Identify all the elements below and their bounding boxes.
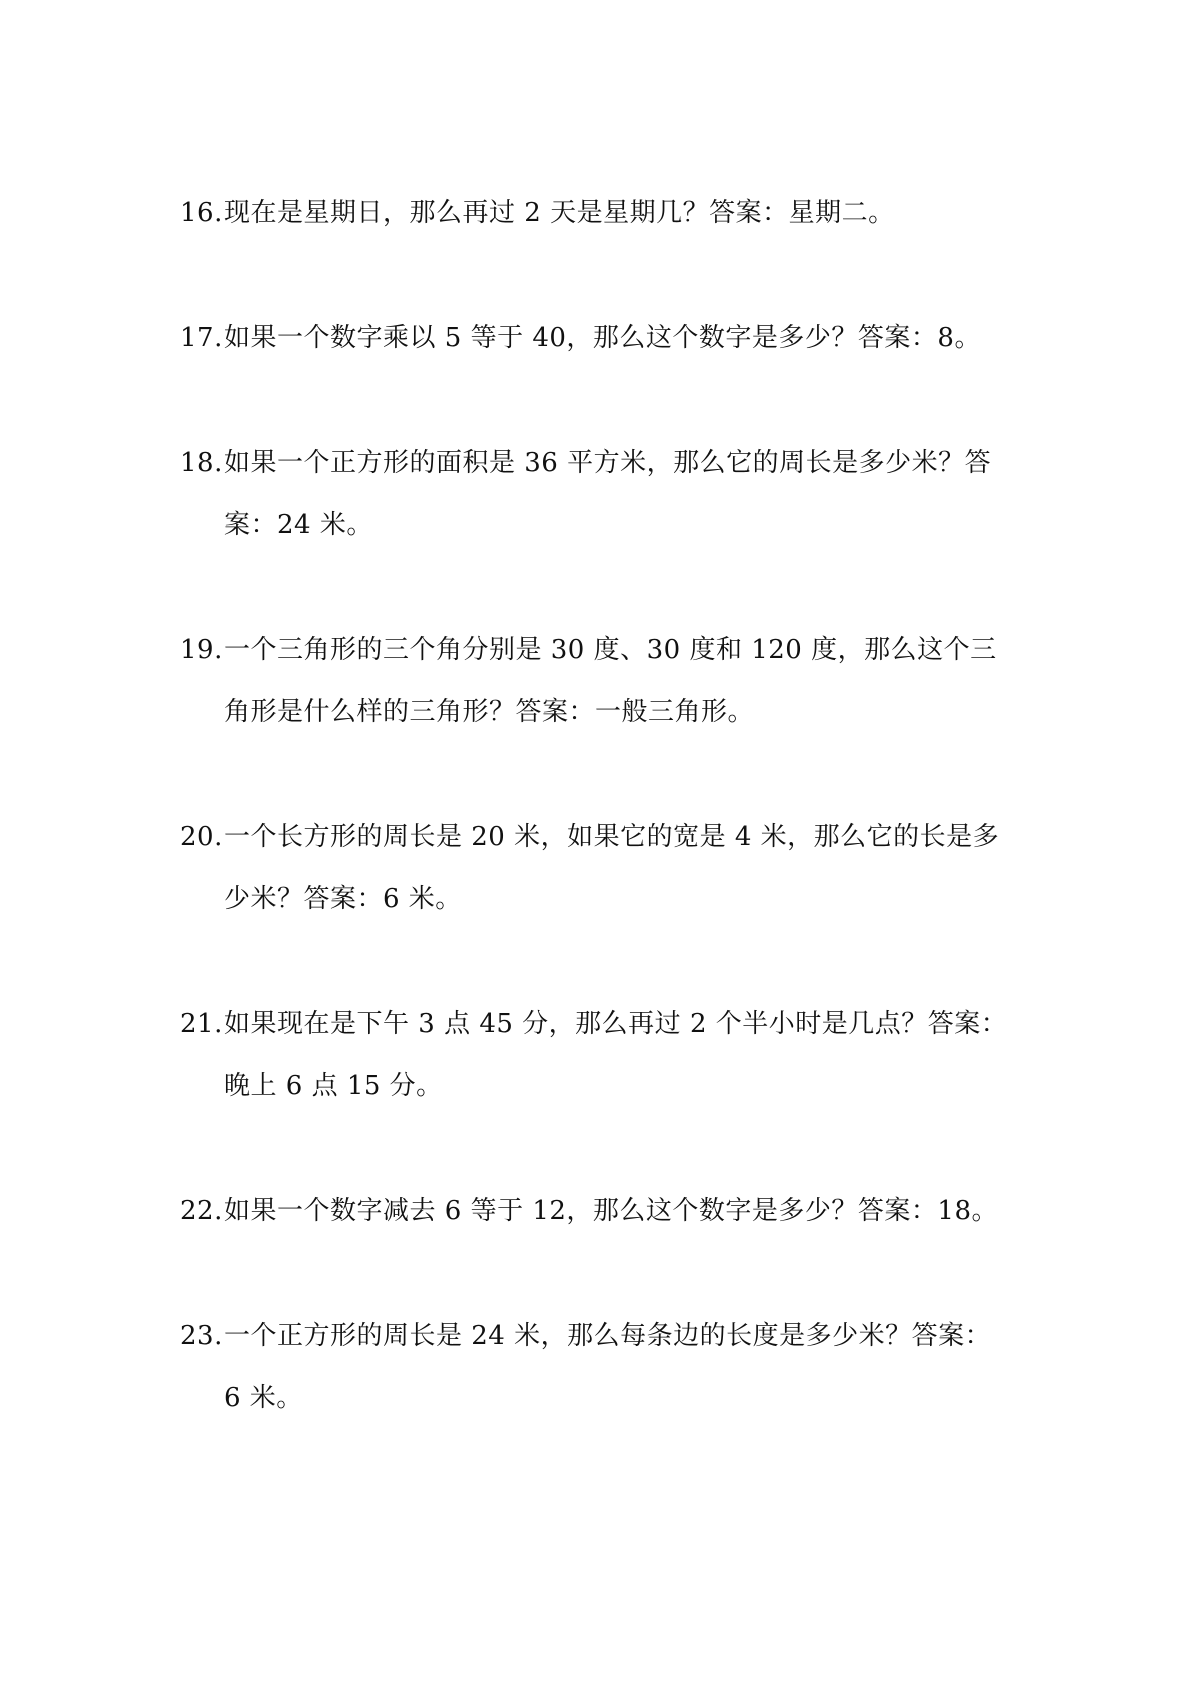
question-number: 20. bbox=[180, 822, 223, 852]
question-number: 16. bbox=[180, 198, 223, 228]
question-item-19 bbox=[180, 619, 1020, 743]
question-text-line: 如果一个正方形的面积是 36 平方米，那么它的周长是多少米？答 bbox=[224, 448, 992, 478]
question-number: 17. bbox=[180, 323, 223, 353]
question-number: 23. bbox=[180, 1321, 223, 1351]
question-text-line: 如果一个数字乘以 5 等于 40，那么这个数字是多少？答案：8。 bbox=[224, 323, 981, 353]
question-item-16 bbox=[180, 182, 1020, 244]
question-text-line: 晚上 6 点 15 分。 bbox=[224, 1071, 443, 1101]
question-text-line: 现在是星期日，那么再过 2 天是星期几？答案：星期二。 bbox=[224, 198, 895, 228]
question-text-line: 6 米。 bbox=[224, 1383, 303, 1413]
question-number: 22. bbox=[180, 1196, 223, 1226]
question-item-20 bbox=[180, 806, 1020, 930]
question-item-18 bbox=[180, 432, 1020, 556]
question-list bbox=[180, 182, 1020, 1492]
question-text-line: 如果一个数字减去 6 等于 12，那么这个数字是多少？答案：18。 bbox=[224, 1196, 999, 1226]
question-text-line: 如果现在是下午 3 点 45 分，那么再过 2 个半小时是几点？答案： bbox=[224, 1009, 1008, 1039]
question-item-17 bbox=[180, 307, 1020, 369]
question-text-line: 案：24 米。 bbox=[224, 510, 373, 540]
question-item-23 bbox=[180, 1305, 1020, 1429]
question-number: 19. bbox=[180, 635, 223, 665]
question-item-22 bbox=[180, 1180, 1020, 1242]
question-text-line: 一个长方形的周长是 20 米，如果它的宽是 4 米，那么它的长是多 bbox=[224, 822, 1000, 852]
question-number: 21. bbox=[180, 1009, 223, 1039]
question-item-21 bbox=[180, 993, 1020, 1117]
question-number: 18. bbox=[180, 448, 223, 478]
question-text-line: 角形是什么样的三角形？答案：一般三角形。 bbox=[224, 697, 755, 727]
question-text-line: 一个三角形的三个角分别是 30 度、30 度和 120 度，那么这个三 bbox=[224, 635, 997, 665]
question-text-line: 少米？答案：6 米。 bbox=[224, 884, 462, 914]
question-text-line: 一个正方形的周长是 24 米，那么每条边的长度是多少米？答案： bbox=[224, 1321, 992, 1351]
